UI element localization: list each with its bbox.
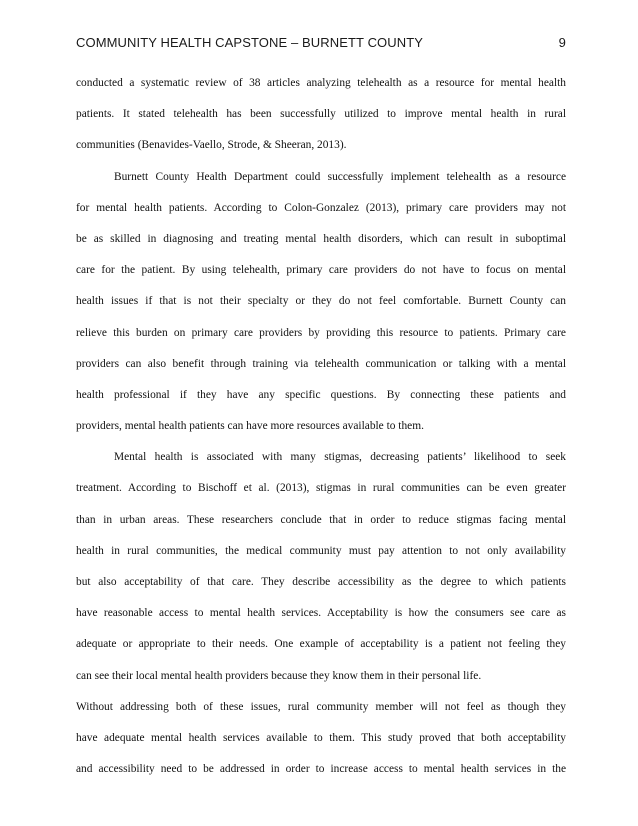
text-line: Burnett County Health Department could successfully implement telehealth as a resource	[114, 170, 566, 183]
text-line: providers can also benefit through training via telehealth communication or talking with a mental	[76, 357, 566, 370]
text-line: treatment. According to Bischoff et al. (2013), stigmas in rural communities can be even greater	[76, 482, 566, 495]
header-title: COMMUNITY HEALTH CAPSTONE – BURNETT COUNTY	[76, 35, 424, 50]
text-line: providers, mental health patients can have more resources available to them.	[76, 420, 424, 433]
text-line: and accessibility need to be addressed in order to increase access to mental health services in the	[76, 763, 566, 776]
text-line: health in rural communities, the medical community must pay attention to not only availability	[76, 544, 566, 557]
text-line: Mental health is associated with many stigmas, decreasing patients’ likelihood to seek	[114, 451, 566, 464]
text-line: Without addressing both of these issues, rural community member will not feel as though they	[76, 700, 566, 713]
page-number: 9	[558, 35, 566, 50]
text-line: than in urban areas. These researchers conclude that in order to reduce stigmas facing mental	[76, 513, 566, 526]
text-line: have adequate mental health services available to them. This study proved that both acceptability	[76, 731, 566, 744]
text-line: patients. It stated telehealth has been successfully utilized to improve mental health in rural	[76, 108, 566, 121]
text-line: have reasonable access to mental health services. Acceptability is how the consumers see care as	[76, 607, 566, 620]
text-line: be as skilled in diagnosing and treating mental health disorders, which can result in suboptimal	[76, 232, 566, 245]
text-line: care for the patient. By using telehealth, primary care providers do not have to focus on mental	[76, 264, 566, 277]
text-line: conducted a systematic review of 38 articles analyzing telehealth as a resource for mental health	[76, 77, 566, 89]
text-line: but also acceptability of that care. They describe accessibility as the degree to which patients	[76, 576, 566, 588]
text-line: can see their local mental health providers because they know them in their personal life.	[76, 669, 482, 682]
text-line: health professional if they have any specific questions. By connecting these patients and	[76, 388, 566, 401]
body-text	[76, 68, 566, 785]
running-header	[76, 35, 566, 55]
text-line: health issues if that is not their specialty or they do not feel comfortable. Burnett County can	[76, 295, 566, 308]
text-line: adequate or appropriate to their needs. One example of acceptability is a patient not feeling they	[76, 638, 566, 651]
text-line: communities (Benavides-Vaello, Strode, & Sheeran, 2013).	[76, 139, 347, 152]
text-line: for mental health patients. According to Colon-Gonzalez (2013), primary care providers may not	[76, 201, 566, 214]
text-line: relieve this burden on primary care providers by providing this resource to patients. Primary care	[76, 326, 566, 339]
